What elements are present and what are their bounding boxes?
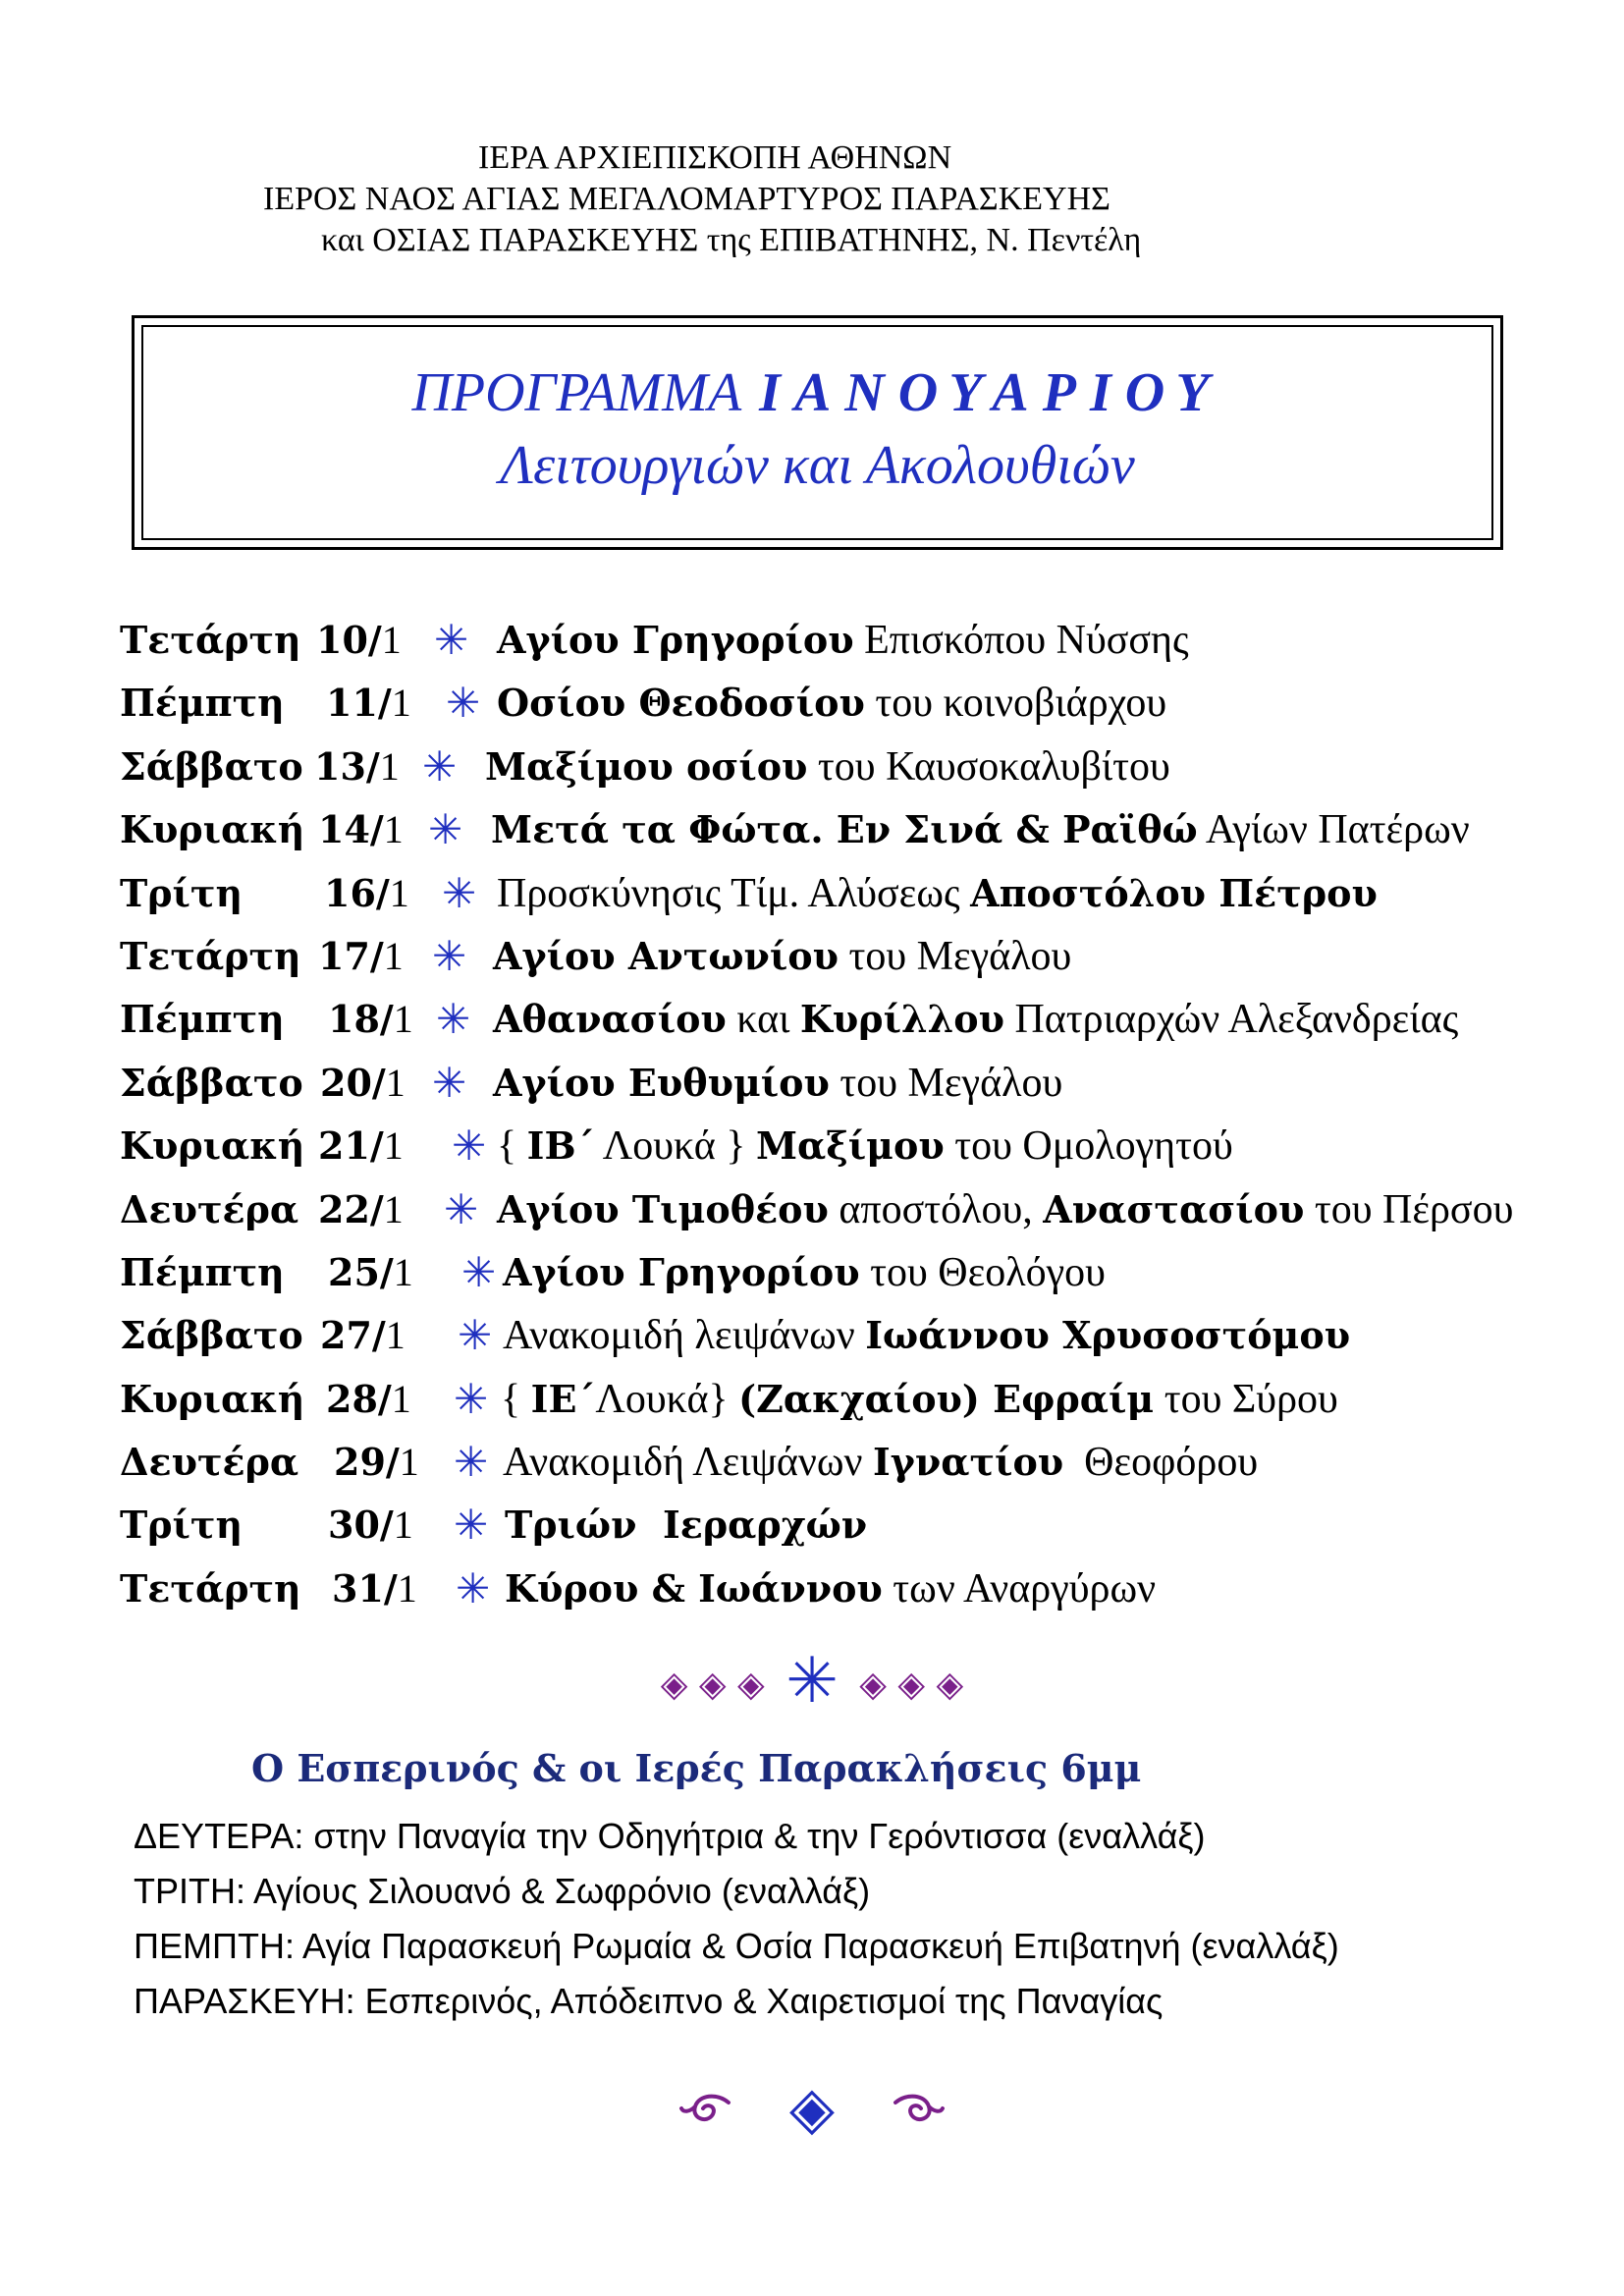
schedule-row xyxy=(120,1052,1593,1115)
feast-text: Λουκά } xyxy=(594,1123,756,1170)
schedule-row xyxy=(120,1115,1593,1177)
schedule-row xyxy=(120,862,1593,925)
feast-name-bold: Αναστασίου xyxy=(1043,1186,1305,1231)
feast-text: { xyxy=(501,1376,531,1422)
feast-description xyxy=(493,925,1071,988)
feast-text: των Αναργύρων xyxy=(882,1565,1157,1612)
schedule-day: Δευτέρα xyxy=(120,1186,299,1231)
schedule-date xyxy=(324,862,409,925)
header-line-archdiocese: ΙΕΡΑ ΑΡΧΙΕΠΙΣΚΟΠΗ ΑΘΗΝΩΝ xyxy=(478,139,952,176)
asterisk-icon: ✳ xyxy=(454,1438,489,1487)
schedule-date-month: 1 xyxy=(397,1565,417,1611)
feast-description xyxy=(505,1558,1156,1620)
feast-name-bold: Αγίου Τιμοθέου xyxy=(497,1186,829,1231)
feast-description xyxy=(493,988,1458,1051)
feast-text: του Ομολογητού xyxy=(944,1123,1233,1170)
schedule-day: Κυριακή xyxy=(120,1123,305,1169)
feast-description xyxy=(497,1115,1233,1177)
feast-description xyxy=(503,1241,1106,1304)
asterisk-icon: ✳ xyxy=(442,868,477,917)
schedule-date-day: 13/ xyxy=(314,743,380,789)
program-subtitle: Λειτουργιών και Ακολουθιών xyxy=(500,435,1135,496)
feast-text: Ανακομιδή Λειψάνων xyxy=(503,1440,874,1486)
feast-text: του Μεγάλου xyxy=(838,933,1072,979)
header-line-church: ΙΕΡΟΣ ΝΑΟΣ ΑΓΙΑΣ ΜΕΓΑΛΟΜΑΡΤΥΡΟΣ ΠΑΡΑΣΚΕΥΗΣ xyxy=(263,181,1110,217)
asterisk-icon: ✳ xyxy=(454,1501,489,1550)
asterisk-icon: ✳ xyxy=(432,931,467,980)
vespers-line-friday: ΠΑΡΑΣΚΕΥΗ: Εσπερινός, Απόδειπνο & Χαιρετισμοί της Παναγίας xyxy=(134,1981,1164,2021)
schedule-date-day: 30/ xyxy=(328,1503,394,1548)
schedule-day: Σάββατο xyxy=(120,1313,303,1358)
schedule-date-day: 28/ xyxy=(326,1376,392,1421)
schedule-date-day: 20/ xyxy=(320,1060,386,1105)
feast-description xyxy=(497,862,1378,925)
schedule-row xyxy=(120,798,1593,861)
asterisk-icon: ✳ xyxy=(444,1184,479,1233)
asterisk-icon: ✳ xyxy=(461,1247,497,1296)
section-divider xyxy=(0,1645,1624,1718)
title-box-inner-border xyxy=(141,325,1493,540)
vespers-line-tuesday: ΤΡΙΤΗ: Αγίους Σιλουανό & Σωφρόνιο (εναλλάξ) xyxy=(134,1871,871,1911)
schedule-date-day: 25/ xyxy=(328,1249,394,1294)
feast-name-bold: Οσίου Θεοδοσίου xyxy=(497,681,865,726)
schedule-row xyxy=(120,925,1593,988)
schedule-date-month: 1 xyxy=(383,807,404,852)
schedule-row xyxy=(120,1178,1593,1241)
schedule-date-day: 21/ xyxy=(318,1123,384,1169)
feast-name-bold: ΙΒ΄ xyxy=(526,1123,595,1169)
feast-text: Ανακομιδή λειψάνων xyxy=(503,1313,866,1359)
schedule-date xyxy=(326,1368,411,1431)
schedule-date-day: 14/ xyxy=(318,807,384,852)
schedule-day: Πέμπτη xyxy=(120,681,285,726)
schedule-list xyxy=(120,609,1593,1620)
feast-text: Επισκόπου Νύσσης xyxy=(853,618,1189,663)
schedule-row xyxy=(120,672,1593,735)
schedule-day: Κυριακή xyxy=(120,807,305,852)
vespers-line-monday: ΔΕΥΤΕΡΑ: στην Παναγία την Οδηγήτρια & την Γερόντισσα (εναλλάξ) xyxy=(134,1816,1206,1856)
feast-text: του Μεγάλου xyxy=(829,1060,1063,1106)
vespers-line-thursday: ΠΕΜΠΤΗ: Αγία Παρασκευή Ρωμαία & Οσία Παρασκευή Επιβατηνή (εναλλάξ) xyxy=(134,1926,1339,1966)
schedule-date xyxy=(328,988,413,1051)
feast-text: Προσκύνησις Τίμ. Αλύσεως xyxy=(497,870,971,916)
asterisk-icon: ✳ xyxy=(458,1311,493,1360)
schedule-day: Τετάρτη xyxy=(120,933,301,978)
feast-text: του Καυσοκαλυβίτου xyxy=(807,743,1170,790)
fleuron-left-icon xyxy=(677,2091,736,2130)
asterisk-icon: ✳ xyxy=(446,679,481,728)
schedule-date-month: 1 xyxy=(393,1503,413,1548)
asterisk-icon: ✳ xyxy=(452,1121,487,1171)
feast-name-bold: Τριών Ιεραρχών xyxy=(505,1503,868,1548)
schedule-row xyxy=(120,609,1593,672)
feast-description xyxy=(493,1052,1062,1115)
schedule-date-month: 1 xyxy=(391,1376,411,1421)
schedule-day: Δευτέρα xyxy=(120,1440,299,1485)
schedule-day: Σάββατο xyxy=(120,743,303,789)
feast-description xyxy=(505,1494,867,1557)
feast-description xyxy=(491,798,1470,861)
feast-name-bold: Κυρίλλου xyxy=(799,997,1004,1042)
schedule-date xyxy=(318,1115,404,1177)
schedule-date-month: 1 xyxy=(393,1249,413,1294)
feast-text: του κοινοβιάρχου xyxy=(864,681,1167,727)
feast-text: του Σύρου xyxy=(1154,1376,1338,1422)
header-line-location: και ΟΣΙΑΣ ΠΑΡΑΣΚΕΥΗΣ της ΕΠΙΒΑΤΗΝΗΣ, Ν. Πεντέλη xyxy=(321,222,1142,258)
schedule-row xyxy=(120,1494,1593,1557)
schedule-date-month: 1 xyxy=(385,1313,406,1358)
feast-name-bold: Μαξίμου xyxy=(755,1123,945,1169)
feast-description xyxy=(497,609,1189,672)
diamond-icon: ◈ xyxy=(788,2074,836,2143)
schedule-date xyxy=(320,1304,406,1367)
schedule-date-month: 1 xyxy=(381,618,402,662)
asterisk-icon: ✳ xyxy=(436,995,471,1044)
asterisk-icon: ✳ xyxy=(432,1058,467,1107)
feast-text: Θεοφόρου xyxy=(1063,1440,1259,1486)
schedule-date xyxy=(314,736,400,798)
feast-text: του Πέρσου xyxy=(1304,1186,1514,1232)
feast-description xyxy=(497,1178,1513,1241)
asterisk-icon: ✳ xyxy=(434,616,469,664)
feast-name-bold: Μαξίμου οσίου xyxy=(485,743,808,789)
schedule-date-month: 1 xyxy=(389,870,409,915)
schedule-date-day: 11/ xyxy=(326,681,392,726)
asterisk-icon: ✳ xyxy=(422,741,458,791)
schedule-day: Τετάρτη xyxy=(120,1565,301,1611)
feast-name-bold: Ιωάννου Χρυσοστόμου xyxy=(865,1313,1351,1358)
schedule-row xyxy=(120,1241,1593,1304)
divider-diamonds-right: ◈ ◈ ◈ xyxy=(859,1665,964,1705)
feast-text: Αγίων Πατέρων xyxy=(1197,807,1470,853)
title-box xyxy=(132,315,1503,550)
schedule-row xyxy=(120,1558,1593,1620)
schedule-date xyxy=(328,1241,413,1304)
schedule-day: Σάββατο xyxy=(120,1060,303,1105)
schedule-date-day: 16/ xyxy=(324,870,390,915)
schedule-date-month: 1 xyxy=(383,1186,404,1231)
schedule-day: Τετάρτη xyxy=(120,618,301,662)
feast-description xyxy=(503,1431,1258,1494)
schedule-day: Κυριακή xyxy=(120,1376,305,1421)
schedule-date-day: 27/ xyxy=(320,1313,386,1358)
feast-name-bold: Κύρου & Ιωάννου xyxy=(505,1565,883,1611)
feast-name-bold: Αγίου Γρηγορίου xyxy=(497,618,854,662)
schedule-date xyxy=(328,1494,413,1557)
schedule-date xyxy=(316,609,402,672)
feast-name-bold: Αγίου Ευθυμίου xyxy=(493,1060,830,1105)
schedule-date-day: 29/ xyxy=(334,1440,400,1485)
schedule-row xyxy=(120,1304,1593,1367)
schedule-row xyxy=(120,1431,1593,1494)
feast-name-bold: Ιγνατίου xyxy=(873,1440,1064,1485)
asterisk-icon: ✳ xyxy=(785,1645,839,1718)
divider-diamonds-left: ◈ ◈ ◈ xyxy=(660,1665,765,1705)
schedule-date xyxy=(326,672,411,735)
feast-name-bold: ΙΕ΄ xyxy=(530,1376,596,1421)
schedule-date xyxy=(332,1558,417,1620)
schedule-day: Τρίτη xyxy=(120,870,244,915)
vespers-title: Ο Εσπερινός & οι Ιερές Παρακλήσεις 6μμ xyxy=(251,1746,1142,1790)
schedule-date xyxy=(318,1178,404,1241)
schedule-date-month: 1 xyxy=(393,997,413,1042)
schedule-date-day: 31/ xyxy=(332,1565,398,1611)
feast-description xyxy=(485,736,1170,798)
schedule-row xyxy=(120,988,1593,1051)
feast-text: { xyxy=(497,1123,527,1170)
schedule-date-month: 1 xyxy=(383,1123,404,1169)
feast-name-bold: Μετά τα Φώτα. Εν Σινά & Ραϊθώ xyxy=(491,807,1198,852)
feast-description xyxy=(503,1304,1350,1367)
schedule-date-month: 1 xyxy=(399,1440,419,1485)
schedule-day: Πέμπτη xyxy=(120,1249,285,1294)
program-title xyxy=(135,361,1500,424)
footer-ornament xyxy=(0,2074,1624,2143)
feast-description xyxy=(497,672,1166,735)
feast-name-bold: Αποστόλου Πέτρου xyxy=(970,870,1378,915)
schedule-day: Πέμπτη xyxy=(120,997,285,1042)
vespers-list xyxy=(134,1809,1339,2029)
asterisk-icon: ✳ xyxy=(456,1563,491,1613)
asterisk-icon: ✳ xyxy=(454,1374,489,1423)
schedule-date xyxy=(334,1431,419,1494)
feast-text: του Θεολόγου xyxy=(859,1249,1106,1295)
schedule-date xyxy=(318,925,404,988)
schedule-date-day: 10/ xyxy=(316,618,382,662)
schedule-date-month: 1 xyxy=(379,743,400,789)
feast-description xyxy=(501,1368,1338,1431)
schedule-date-month: 1 xyxy=(383,933,404,978)
schedule-date-month: 1 xyxy=(385,1060,406,1105)
feast-text: και xyxy=(726,997,800,1043)
schedule-date-month: 1 xyxy=(391,681,411,726)
schedule-row xyxy=(120,1368,1593,1431)
feast-text: αποστόλου, xyxy=(828,1186,1044,1232)
feast-text: Λουκά} xyxy=(595,1376,739,1422)
schedule-row xyxy=(120,736,1593,798)
feast-name-bold: Αγίου Αντωνίου xyxy=(493,933,839,978)
schedule-date xyxy=(320,1052,406,1115)
feast-name-bold: Αθανασίου xyxy=(493,997,727,1042)
feast-name-bold: Αγίου Γρηγορίου xyxy=(503,1249,860,1294)
feast-text: Πατριαρχών Αλεξανδρείας xyxy=(1003,997,1459,1043)
program-word: ΠΡΟΓΡΑΜΜΑ xyxy=(411,362,742,423)
schedule-date-day: 18/ xyxy=(328,997,394,1042)
asterisk-icon: ✳ xyxy=(428,805,463,854)
program-month: ΙΑΝΟΥΑΡΙΟΥ xyxy=(759,362,1223,423)
schedule-day: Τρίτη xyxy=(120,1503,244,1548)
schedule-date-day: 17/ xyxy=(318,933,384,978)
schedule-date xyxy=(318,798,404,861)
feast-name-bold: (Ζακχαίου) Εφραίμ xyxy=(738,1376,1155,1421)
fleuron-right-icon xyxy=(888,2091,947,2130)
schedule-date-day: 22/ xyxy=(318,1186,384,1231)
